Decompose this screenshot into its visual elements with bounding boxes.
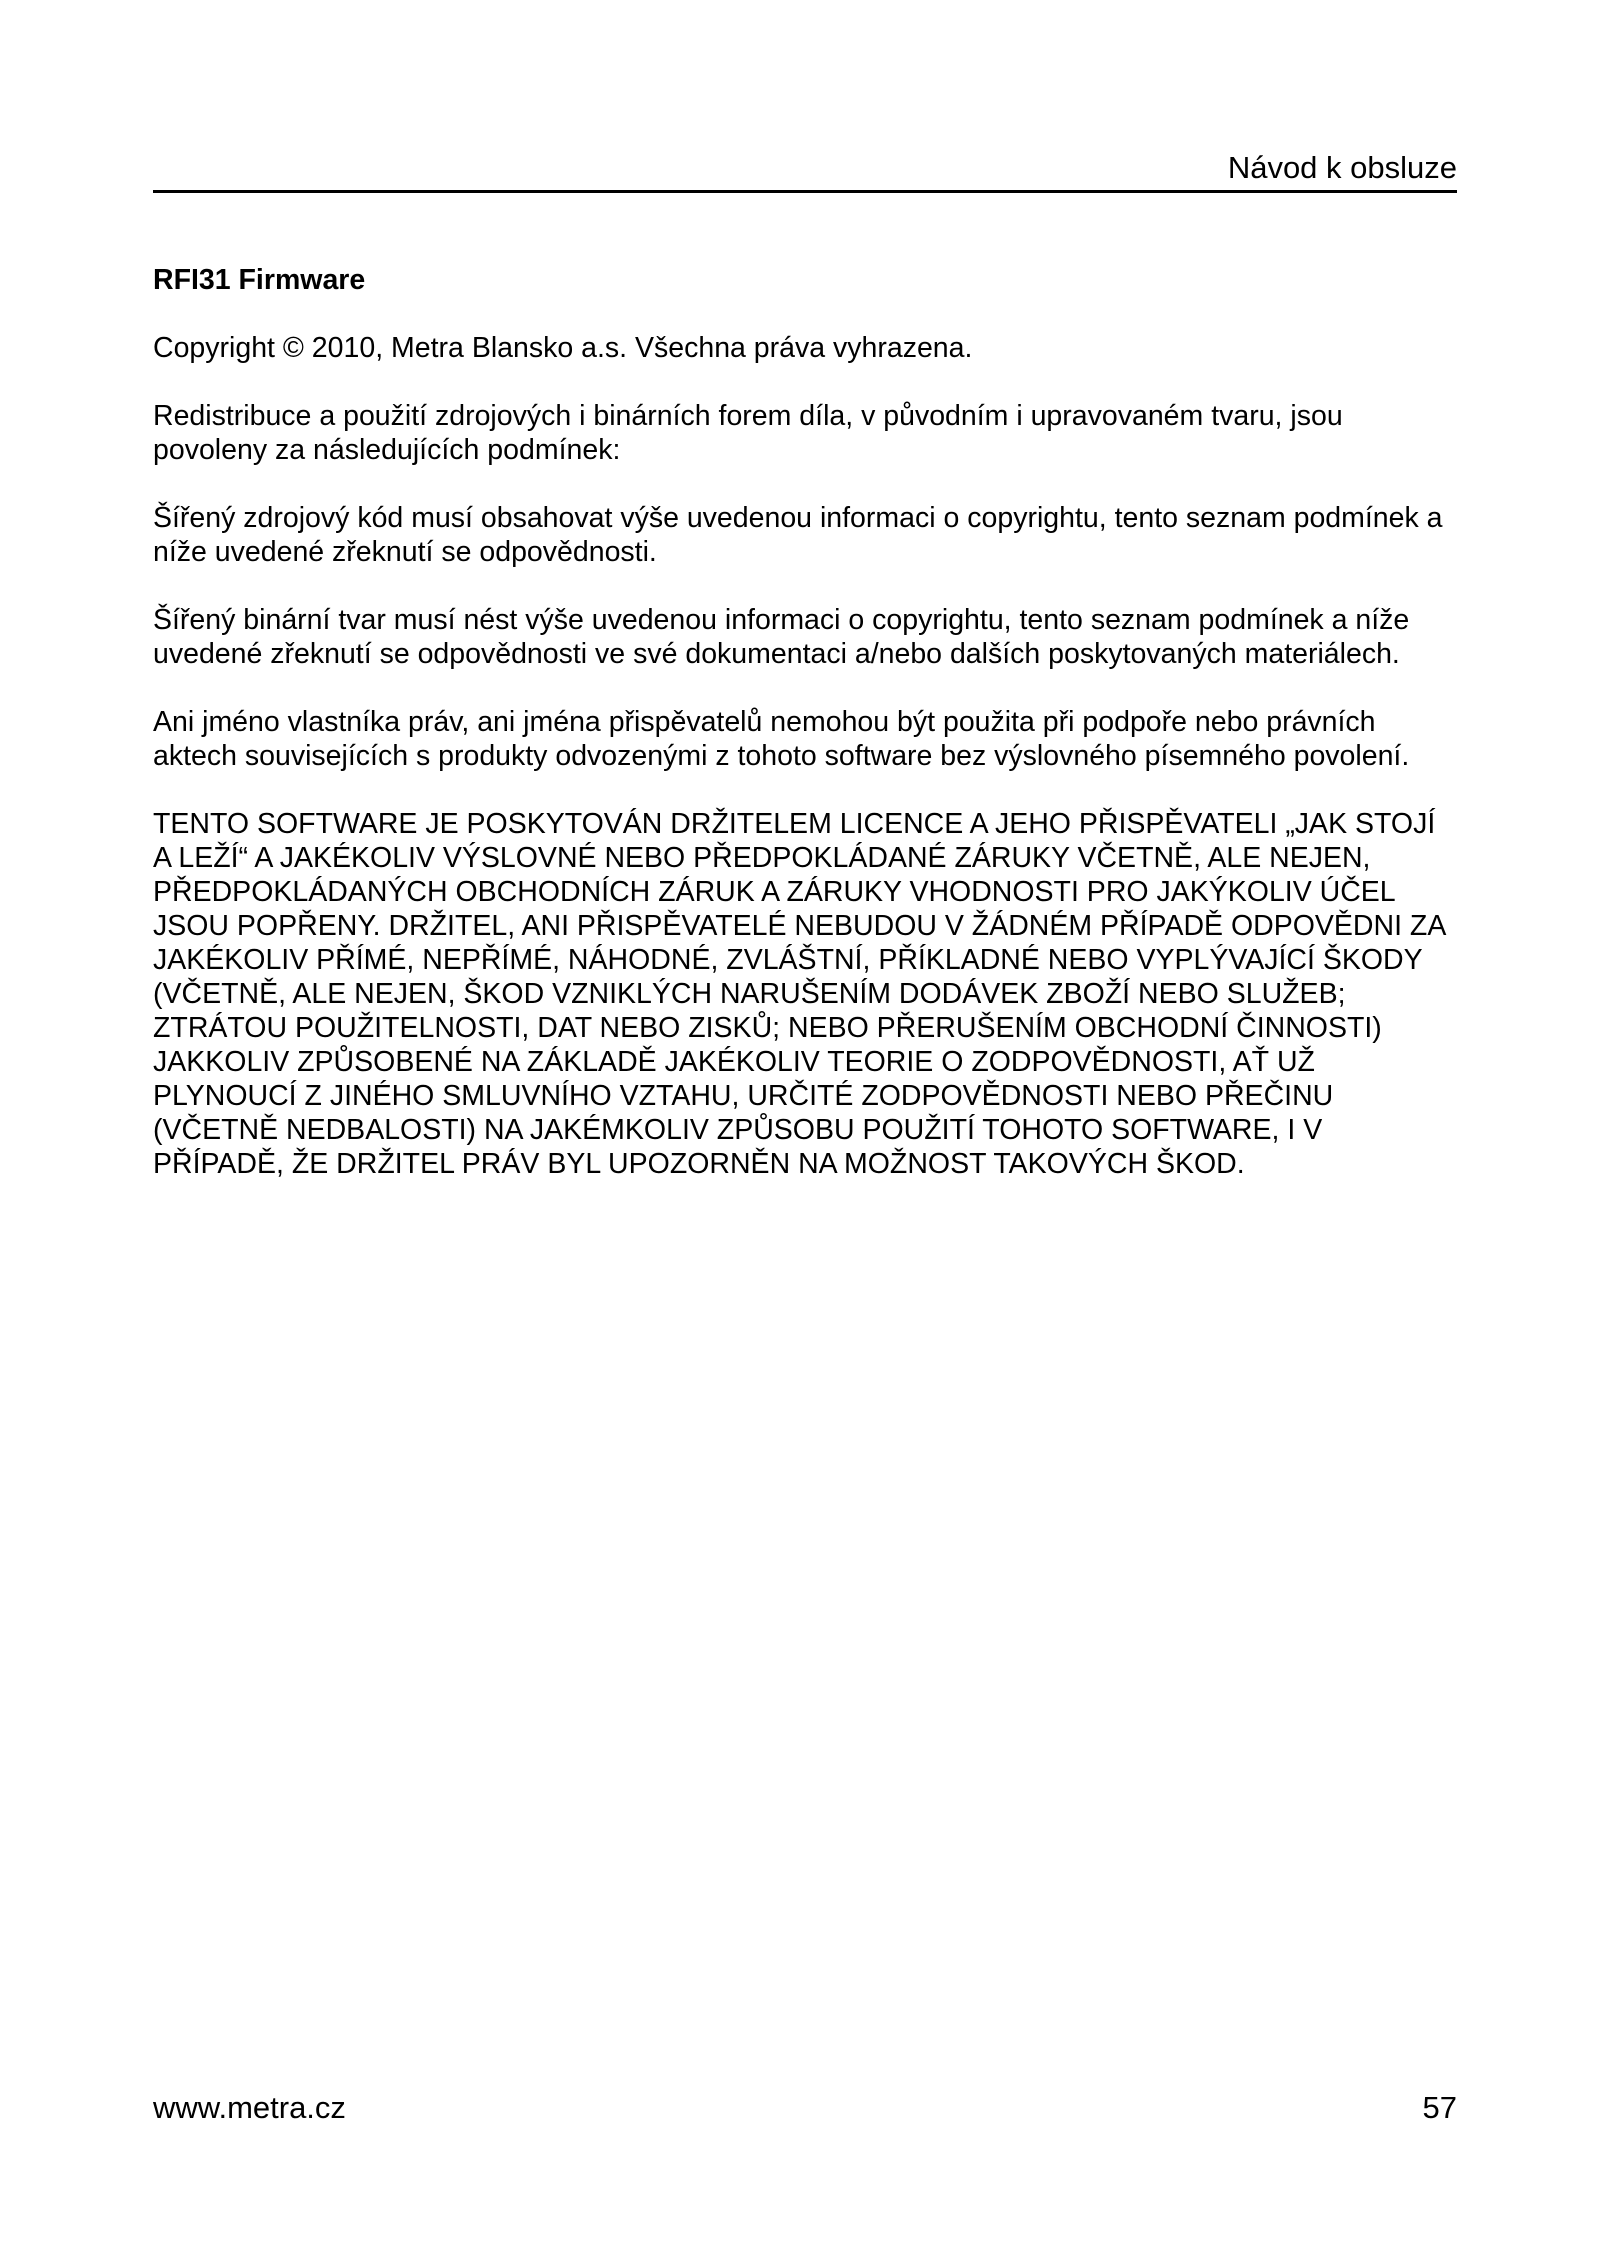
page-header-title: Návod k obsluze <box>1227 150 1457 185</box>
endorsement-condition-paragraph: Ani jméno vlastníka práv, ani jména přispěvatelů nemohou být použita při podpoře nebo právních aktech souvisejících s produkty odvozenými z tohoto software bez výslovného písemného povolení. <box>153 706 1410 772</box>
header-divider <box>153 190 1457 193</box>
binary-condition-paragraph: Šířený binární tvar musí nést výše uvedenou informaci o copyrightu, tento seznam podmínek a níže uvedené zřeknutí se odpovědnosti ve své dokumentaci a/nebo dalších poskytovaných materiálech. <box>153 604 1410 670</box>
footer-website: www.metra.cz <box>153 2090 346 2125</box>
license-intro-paragraph: Redistribuce a použití zdrojových i binárních forem díla, v původním i upravovaném tvaru, jsou povoleny za následujících podmínek: <box>153 400 1343 466</box>
copyright-paragraph: Copyright © 2010, Metra Blansko a.s. Všechna práva vyhrazena. <box>153 332 973 364</box>
section-heading: RFI31 Firmware <box>153 264 366 296</box>
page-number: 57 <box>1422 2090 1457 2125</box>
disclaimer-paragraph: TENTO SOFTWARE JE POSKYTOVÁN DRŽITELEM LICENCE A JEHO PŘISPĚVATELI „JAK STOJÍ A LEŽÍ“ A JAKÉKOLIV VÝSLOVNÉ NEBO PŘEDPOKLÁDANÉ ZÁRUKY VČETNĚ, ALE NEJEN, PŘEDPOKLÁDANÝCH OBCHODNÍCH ZÁRUK A ZÁRUKY VHODNOSTI PRO JAKÝKOLIV ÚČEL JSOU POPŘENY. DRŽITEL, ANI PŘISPĚVATELÉ NEBUDOU V ŽÁDNÉM PŘÍPADĚ ODPOVĚDNI ZA JAKÉKOLIV PŘÍMÉ, NEPŘÍMÉ, NÁHODNÉ, ZVLÁŠTNÍ, PŘÍKLADNÉ NEBO VYPLÝVAJÍCÍ ŠKODY (VČETNĚ, ALE NEJEN, ŠKOD VZNIKLÝCH NARUŠENÍM DODÁVEK ZBOŽÍ NEBO SLUŽEB; ZTRÁTOU POUŽITELNOSTI, DAT NEBO ZISKŮ; NEBO PŘERUŠENÍM OBCHODNÍ ČINNOSTI) JAKKOLIV ZPŮSOBENÉ NA ZÁKLADĚ JAKÉKOLIV TEORIE O ZODPOVĚDNOSTI, AŤ UŽ PLYNOUCÍ Z JINÉHO SMLUVNÍHO VZTAHU, URČITÉ ZODPOVĚDNOSTI NEBO PŘEČINU (VČETNĚ NEDBALOSTI) NA JAKÉMKOLIV ZPŮSOBU POUŽITÍ TOHOTO SOFTWARE, I V PŘÍPADĚ, ŽE DRŽITEL PRÁV BYL UPOZORNĚN NA MOŽNOST TAKOVÝCH ŠKOD. <box>153 808 1445 1180</box>
source-code-condition-paragraph: Šířený zdrojový kód musí obsahovat výše uvedenou informaci o copyrightu, tento seznam podmínek a níže uvedené zřeknutí se odpovědnosti. <box>153 502 1443 568</box>
document-body <box>153 263 1453 1181</box>
